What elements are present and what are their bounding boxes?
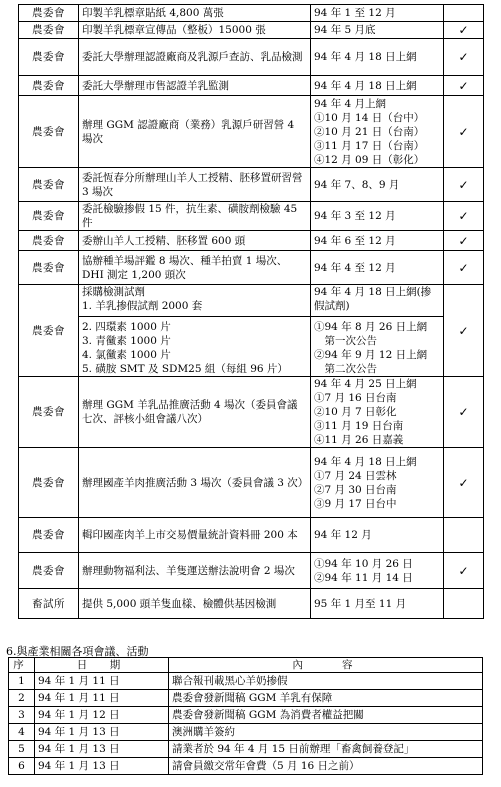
period-line: ②10 月 21 日（台南） [314,125,425,138]
table-row [19,589,484,619]
period-cell: 94 年 4 月 18 日上網 [311,76,444,96]
org-cell: 農委會 [19,96,79,168]
org-cell: 農委會 [19,285,79,377]
period-line: ①7 月 16 日台南 [314,392,397,404]
period-line: 94 年 4 月 25 日上網 [314,378,417,390]
table-row [19,251,484,285]
content-cell: 請會員繳交常年會費（5 月 16 日之前） [169,758,483,775]
check-icon: ✓ [444,231,484,251]
table-row [9,741,483,758]
check-icon: ✓ [444,553,484,589]
table-row [9,690,483,707]
period-cell: 94 年 6 至 12 月 [311,231,444,251]
description-bottom [79,316,310,376]
period-cell [311,448,444,518]
table-row [19,96,484,168]
description-cell: 輯印國產肉羊上市交易價量統計資料冊 200 本 [79,518,311,553]
description-top [82,285,307,313]
table-row [19,553,484,589]
description-cell: 委託恆春分所辦理山羊人工授精、胚移置研習營 3 場次 [79,168,311,202]
period-line: ①10 月 14 日（台中） [314,111,425,124]
period-line: 94 年 4 月上網 [314,97,387,110]
period-cell: 94 年 12 月 [311,518,444,553]
table-row [19,76,484,96]
org-cell: 農委會 [19,76,79,96]
period-line: ④11 月 26 日嘉義 [314,434,404,446]
date-cell: 94 年 1 月 11 日 [35,690,169,707]
table-row [19,202,484,231]
description-cell: 委託大學辦理市售認證羊乳監測 [79,76,311,96]
table-row [19,5,484,22]
content-cell: 農委會發新聞稿 GGM 羊乳有保障 [169,690,483,707]
period-line: ③11 月 17 日（台南） [314,139,425,152]
seq-cell: 3 [9,707,35,724]
check-icon: ✓ [444,76,484,96]
table-row [19,285,484,377]
section-6-title: 6.與產業相關各項會議、活動 [6,645,149,658]
description-cell: 印製羊乳標章貼紙 4,800 萬張 [79,5,311,22]
period-line: ②7 月 30 日台南 [314,483,397,496]
header-content: 內 容 [169,658,483,673]
description-line: 5. 磺胺 SMT 及 SDM25 組（每組 96 片） [82,363,288,375]
table-row [19,39,484,76]
period-line: ①94 年 8 月 26 日上網 [314,321,428,333]
period-top [314,285,440,313]
description-line: 採購檢測試劑 [82,286,145,298]
content-cell: 請業者於 94 年 4 月 15 日前辦理「畜禽飼養登記」 [169,741,483,758]
projects-table [18,4,484,619]
org-cell: 農委會 [19,518,79,553]
date-cell: 94 年 1 月 13 日 [35,758,169,775]
period-cell: 95 年 1 月至 11 月 [311,589,444,619]
period-line: 第一次公告 [314,335,377,347]
table-row [19,22,484,39]
table-header-row [9,658,483,673]
check-icon: ✓ [444,202,484,231]
table-row [9,724,483,741]
period-line: ①94 年 10 月 26 日 [314,557,413,570]
meetings-table [8,657,483,775]
period-line: ②10 月 7 日彰化 [314,406,397,418]
description-cell: 辦理 GGM 認證廠商（業務）乳源戶研習營 4 場次 [79,96,311,168]
period-cell [311,285,444,377]
table-row [9,673,483,690]
check-icon: ✓ [444,96,484,168]
description-cell: 印製羊乳標章宣傳品（整板）15000 張 [79,22,311,39]
content-cell: 聯合報刊載黑心羊奶掺假 [169,673,483,690]
check-icon [444,518,484,553]
org-cell: 農委會 [19,168,79,202]
period-cell [311,553,444,589]
period-line: ③11 月 19 日台南 [314,420,404,432]
period-line: 第二次公告 [314,363,377,375]
check-icon [444,5,484,22]
seq-cell: 2 [9,690,35,707]
description-cell: 辦理 GGM 羊乳品推廣活動 4 場次（委員會議七次、評核小組會議八次） [79,377,311,448]
description-cell: 提供 5,000 頭羊隻血樣、檢體供基因檢測 [79,589,311,619]
date-cell: 94 年 1 月 13 日 [35,724,169,741]
org-cell: 農委會 [19,251,79,285]
description-line: 2. 四環素 1000 片 [82,321,171,333]
header-seq: 序 [9,658,35,673]
table-row [19,518,484,553]
description-cell: 委託檢驗掺假 15 件，抗生素、磺胺劑檢驗 45 件 [79,202,311,231]
org-cell: 農委會 [19,553,79,589]
check-icon: ✓ [444,168,484,202]
table-row [19,377,484,448]
period-line: ①7 月 24 日雲林 [314,469,397,482]
table-row [19,448,484,518]
description-cell: 辦理國產羊肉推廣活動 3 場次（委員會議 3 次） [79,448,311,518]
period-line: ②94 年 11 月 14 日 [314,571,413,584]
table-row [9,707,483,724]
description-cell: 委辦山羊人工授精、胚移置 600 頭 [79,231,311,251]
description-cell: 辦理動物福利法、羊隻運送辦法說明會 2 場次 [79,553,311,589]
table-row [9,758,483,775]
description-line: 4. 氯黴素 1000 片 [82,349,171,361]
check-icon [444,589,484,619]
org-cell: 農委會 [19,5,79,22]
period-cell: 94 年 4 月 18 日上網 [311,39,444,76]
seq-cell: 5 [9,741,35,758]
period-cell [311,377,444,448]
period-cell: 94 年 1 至 12 月 [311,5,444,22]
seq-cell: 4 [9,724,35,741]
description-cell: 委託大學辦理認證廠商及乳源戶查訪、乳品檢測 [79,39,311,76]
org-cell: 農委會 [19,39,79,76]
period-cell: 94 年 3 至 12 月 [311,202,444,231]
header-date: 日 期 [35,658,169,673]
content-cell: 澳洲購羊簽約 [169,724,483,741]
org-cell: 農委會 [19,202,79,231]
description-line: 1. 羊乳掺假試劑 2000 套 [82,300,203,312]
period-bottom [311,316,443,376]
date-cell: 94 年 1 月 11 日 [35,673,169,690]
period-line: 94 年 4 月 18 日上網 [314,455,417,468]
check-icon: ✓ [444,448,484,518]
description-line: 3. 青黴素 1000 片 [82,335,171,347]
date-cell: 94 年 1 月 12 日 [35,707,169,724]
org-cell: 畜試所 [19,589,79,619]
check-icon: ✓ [444,285,484,377]
check-icon: ✓ [444,377,484,448]
check-icon: ✓ [444,39,484,76]
seq-cell: 1 [9,673,35,690]
period-line: ④12 月 09 日（彰化） [314,153,425,166]
period-cell: 94 年 5 月底 [311,22,444,39]
seq-cell: 6 [9,758,35,775]
table-row [19,231,484,251]
check-icon: ✓ [444,22,484,39]
table-row [19,168,484,202]
period-cell [311,96,444,168]
org-cell: 農委會 [19,22,79,39]
period-line: ③9 月 17 日台中 [314,497,397,510]
org-cell: 農委會 [19,448,79,518]
content-cell: 農委會發新聞稿 GGM 為消費者權益把關 [169,707,483,724]
period-cell: 94 年 4 至 12 月 [311,251,444,285]
period-cell: 94 年 7、8、9 月 [311,168,444,202]
description-cell [79,285,311,377]
org-cell: 農委會 [19,377,79,448]
period-line: 94 年 4 月 18 日上網(掺假試劑) [314,286,432,312]
date-cell: 94 年 1 月 13 日 [35,741,169,758]
description-cell: 協辦種羊場評鑑 8 場次、種羊拍賣 1 場次、DHI 測定 1,200 頭次 [79,251,311,285]
org-cell: 農委會 [19,231,79,251]
period-line: ②94 年 9 月 12 日上網 [314,349,428,361]
check-icon: ✓ [444,251,484,285]
